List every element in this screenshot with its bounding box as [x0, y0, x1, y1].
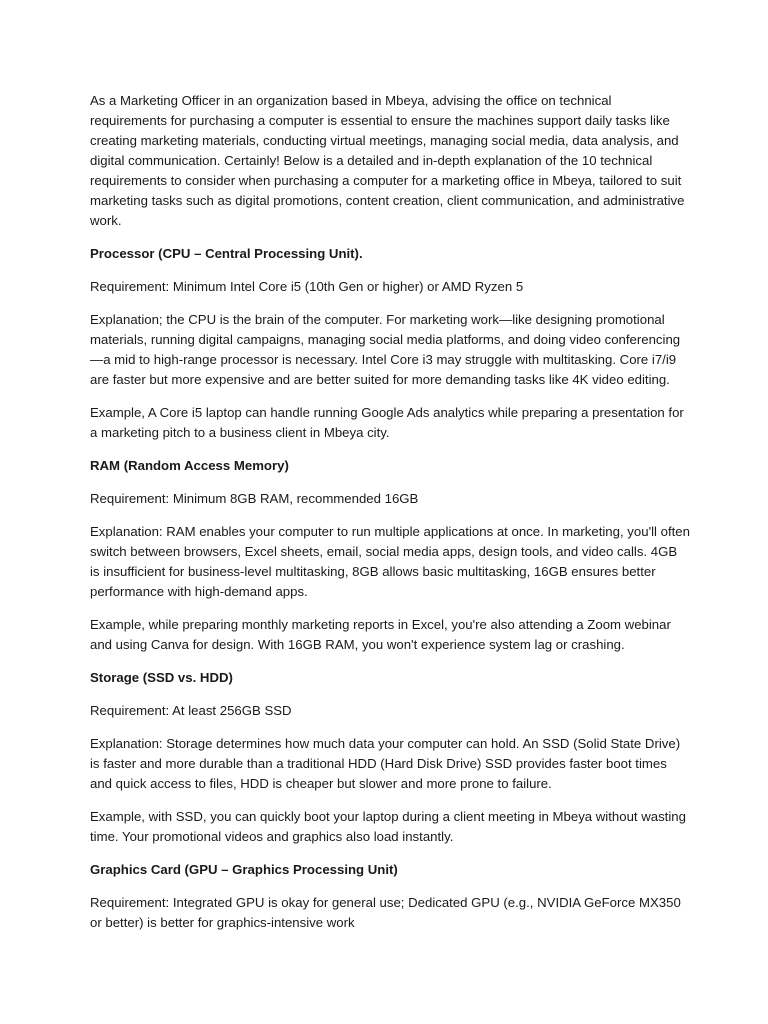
- ram-requirement: Requirement: Minimum 8GB RAM, recommended 16GB: [90, 491, 419, 506]
- processor-requirement: Requirement: Minimum Intel Core i5 (10th Gen or higher) or AMD Ryzen 5: [90, 279, 524, 294]
- ram-example: Example, while preparing monthly marketing reports in Excel, you're also attending a Zoom webinar and using Canva for design. With 16GB RAM, you won't experience system lag or crashing.: [90, 617, 671, 652]
- graphics-requirement: Requirement: Integrated GPU is okay for general use; Dedicated GPU (e.g., NVIDIA GeForce MX350 or better) is better for graphics-intensive work: [90, 895, 681, 930]
- section-heading-ram: RAM (Random Access Memory): [90, 458, 289, 473]
- section-heading-storage: Storage (SSD vs. HDD): [90, 670, 233, 685]
- section-heading-processor: Processor (CPU – Central Processing Unit).: [90, 246, 363, 261]
- storage-explanation: Explanation: Storage determines how much data your computer can hold. An SSD (Solid State Drive) is faster and more durable than a traditional HDD (Hard Disk Drive) SSD provides faster boot times and quick access to files, HDD is cheaper but slower and more prone to failure.: [90, 736, 681, 791]
- section-heading-graphics: Graphics Card (GPU – Graphics Processing Unit): [90, 862, 398, 877]
- intro-paragraph: As a Marketing Officer in an organization based in Mbeya, advising the office on technical requirements for purchasing a computer is essential to ensure the machines support daily tasks like creating marketing materials, conducting virtual meetings, managing social media, data analysis, and digital communication. Certainly! Below is a detailed and in-depth explanation of the 10 technical requirements to consider when purchasing a computer for a marketing office in Mbeya, tailored to suit marketing tasks such as digital promotions, content creation, client communication, and administrative work.: [90, 93, 685, 228]
- storage-example: Example, with SSD, you can quickly boot your laptop during a client meeting in Mbeya without wasting time. Your promotional videos and graphics also load instantly.: [90, 809, 686, 844]
- document-page: [90, 91, 690, 946]
- processor-explanation: Explanation; the CPU is the brain of the computer. For marketing work—like designing promotional materials, running digital campaigns, managing social media platforms, and doing video conferencing—a mid to high-range processor is necessary. Intel Core i3 may struggle with multitasking. Core i7/i9 are faster but more expensive and are better suited for more demanding tasks like 4K video editing.: [90, 312, 681, 387]
- processor-example: Example, A Core i5 laptop can handle running Google Ads analytics while preparing a presentation for a marketing pitch to a business client in Mbeya city.: [90, 405, 684, 440]
- ram-explanation: Explanation: RAM enables your computer to run multiple applications at once. In marketing, you'll often switch between browsers, Excel sheets, email, social media apps, design tools, and video calls. 4GB is insufficient for business-level multitasking, 8GB allows basic multitasking, 16GB ensures better performance with high-demand apps.: [90, 524, 690, 599]
- storage-requirement: Requirement: At least 256GB SSD: [90, 703, 292, 718]
